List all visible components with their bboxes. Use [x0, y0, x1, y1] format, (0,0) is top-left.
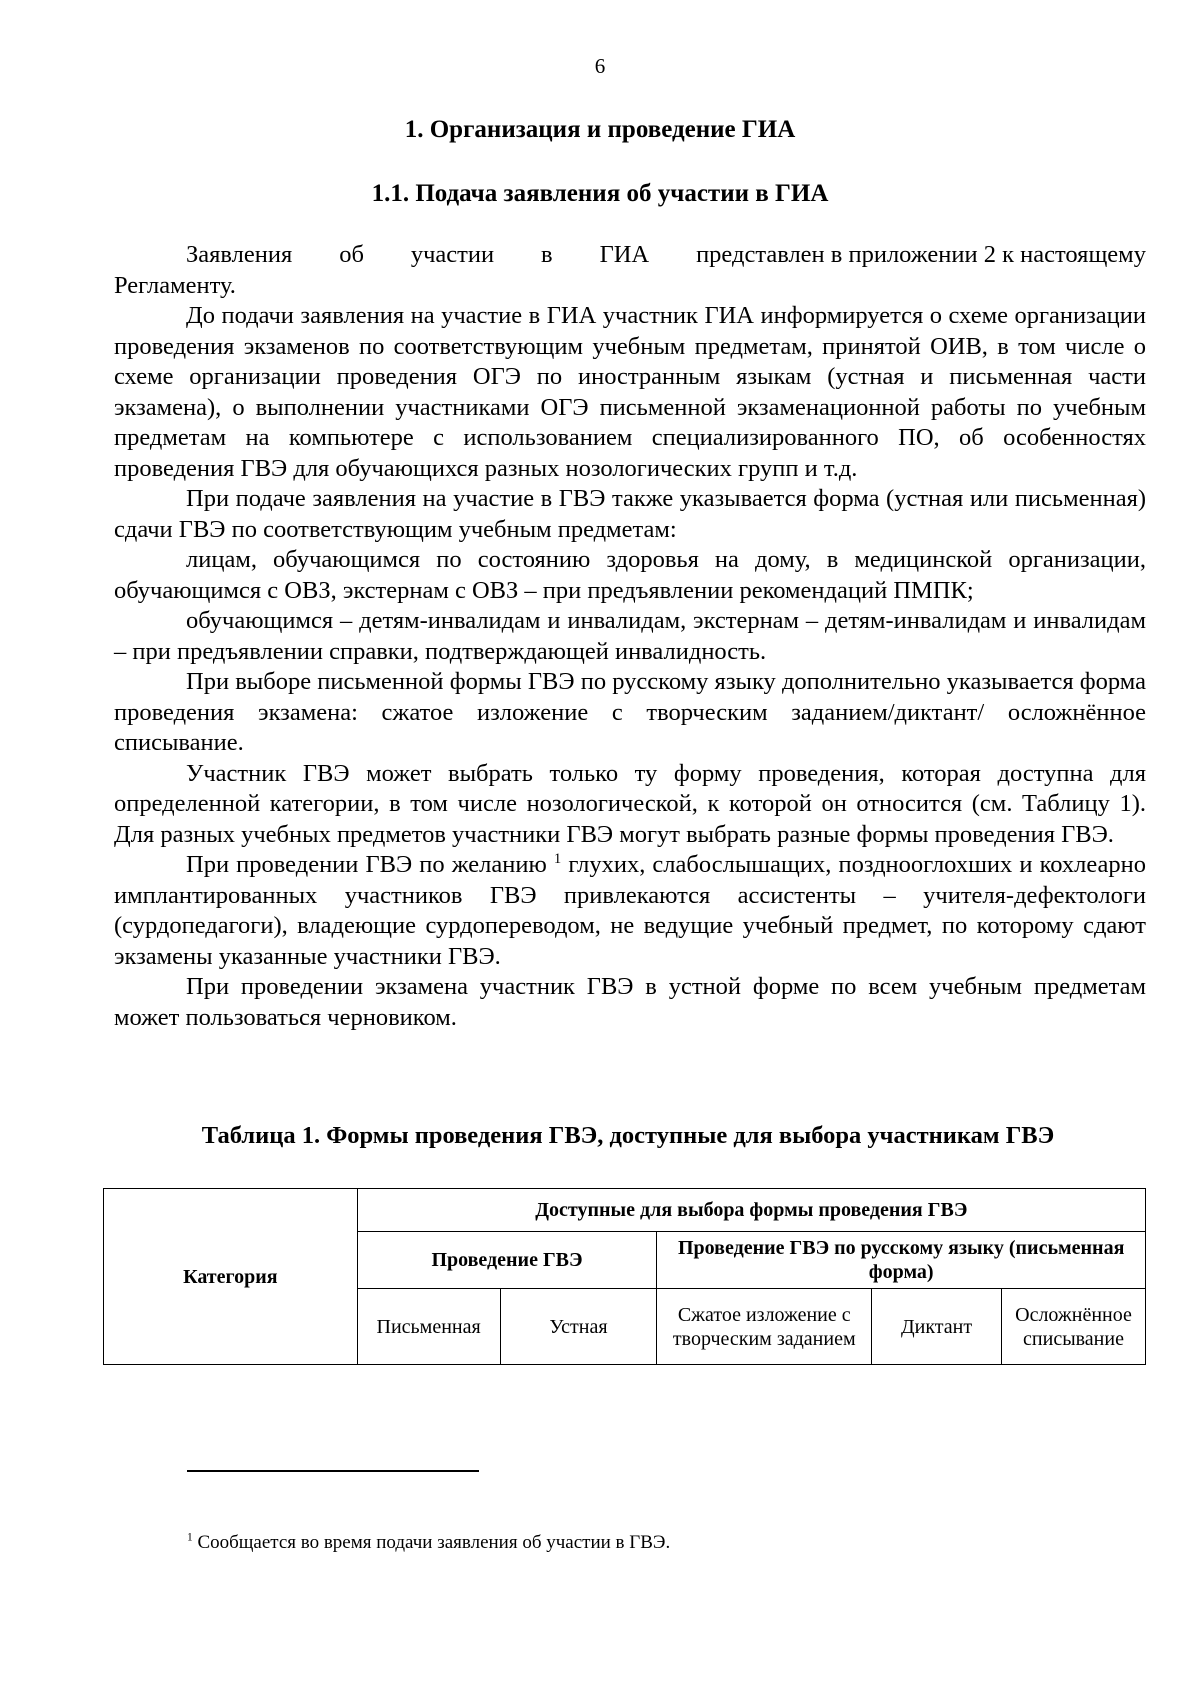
word: ГИА	[599, 241, 650, 268]
group-header: Доступные для выбора формы проведения ГВЭ	[357, 1189, 1145, 1232]
word: Заявления	[186, 241, 293, 268]
footnote-separator	[187, 1470, 479, 1472]
paragraph-1-first-line	[186, 240, 1146, 271]
oral-column-header: Устная	[500, 1289, 657, 1365]
footnote-text: Сообщается во время подачи заявления об участии в ГВЭ.	[192, 1532, 671, 1553]
paragraph-8-start: При проведении ГВЭ по желанию	[186, 851, 547, 878]
word: об	[339, 241, 364, 268]
word: представлен в приложении 2 к настоящему	[696, 241, 1146, 268]
footnote	[187, 1532, 670, 1554]
paragraph-3: При подаче заявления на участие в ГВЭ также указывается форма (устная или письменная) сдачи ГВЭ по соответствующим учебным предметам:	[114, 485, 1146, 543]
subsection-heading: 1.1. Подача заявления об участии в ГИА	[371, 180, 829, 207]
page-number: 6	[594, 54, 606, 78]
copying-column-header: Осложнённое списывание	[1002, 1289, 1146, 1365]
dictation-column-header: Диктант	[872, 1289, 1002, 1365]
exam-forms-table	[103, 1188, 1146, 1365]
summary-column-header: Сжатое изложение с творческим заданием	[657, 1289, 872, 1365]
paragraph-8	[114, 850, 1146, 972]
paragraph-7: Участник ГВЭ может выбрать только ту форму проведения, которая доступна для определенной категории, в том числе нозологической, к которой он относится (см. Таблицу 1). Для разных учебных предметов участники ГВЭ могут выбрать разные формы проведения ГВЭ.	[114, 759, 1146, 848]
paragraph-8-rest: глухих, слабослышащих, позднооглохших и кохлеарно имплантированных участников ГВЭ привлекаются ассистенты – учителя-дефектологи (сурдопедагоги), владеющие сурдопереводом, не ведущие учебный предмет, по которому сдают экзамены указанные участники ГВЭ.	[114, 851, 1147, 970]
paragraph-9: При проведении экзамена участник ГВЭ в устной форме по всем учебным предметам может пользоваться черновиком.	[114, 973, 1146, 1031]
category-header: Категория	[104, 1189, 358, 1365]
word: в	[541, 241, 553, 268]
table-caption: Таблица 1. Формы проведения ГВЭ, доступные для выбора участникам ГВЭ	[201, 1122, 1055, 1149]
word: участии	[410, 241, 495, 268]
paragraph-1-continuation: Регламенту.	[114, 271, 236, 299]
gve-header: Проведение ГВЭ	[357, 1232, 657, 1289]
body-text	[114, 240, 1146, 1033]
paragraph-5: обучающимся – детям-инвалидам и инвалидам, экстернам – детям-инвалидам и инвалидам – при предъявлении справки, подтверждающей инвалидность.	[114, 607, 1146, 665]
russian-written-header: Проведение ГВЭ по русскому языку (письменная форма)	[657, 1232, 1146, 1289]
footnote-mark: 1	[187, 1531, 193, 1544]
section-heading: 1. Организация и проведение ГИА	[404, 116, 796, 143]
paragraph-2: До подачи заявления на участие в ГИА участник ГИА информируется о схеме организации проведения экзаменов по соответствующим учебным предметам, принятой ОИВ, в том числе о схеме организации проведения ОГЭ по иностранным языкам (устная и письменная части экзамена), о выполнении участниками ОГЭ письменной экзаменационной работы по учебным предметам на компьютере с использованием специализированного ПО, об особенностях проведения ГВЭ для обучающихся разных нозологических групп и т.д.	[114, 302, 1146, 482]
paragraph-6: При выборе письменной формы ГВЭ по русскому языку дополнительно указывается форма проведения экзамена: сжатое изложение с творческим заданием/диктант/ осложнённое списывание.	[114, 668, 1146, 756]
paragraph-4: лицам, обучающимся по состоянию здоровья на дому, в медицинской организации, обучающимся с ОВЗ, экстернам с ОВЗ – при предъявлении рекомендаций ПМПК;	[114, 546, 1146, 604]
written-column-header: Письменная	[357, 1289, 500, 1365]
footnote-reference[interactable]: 1	[553, 850, 562, 867]
